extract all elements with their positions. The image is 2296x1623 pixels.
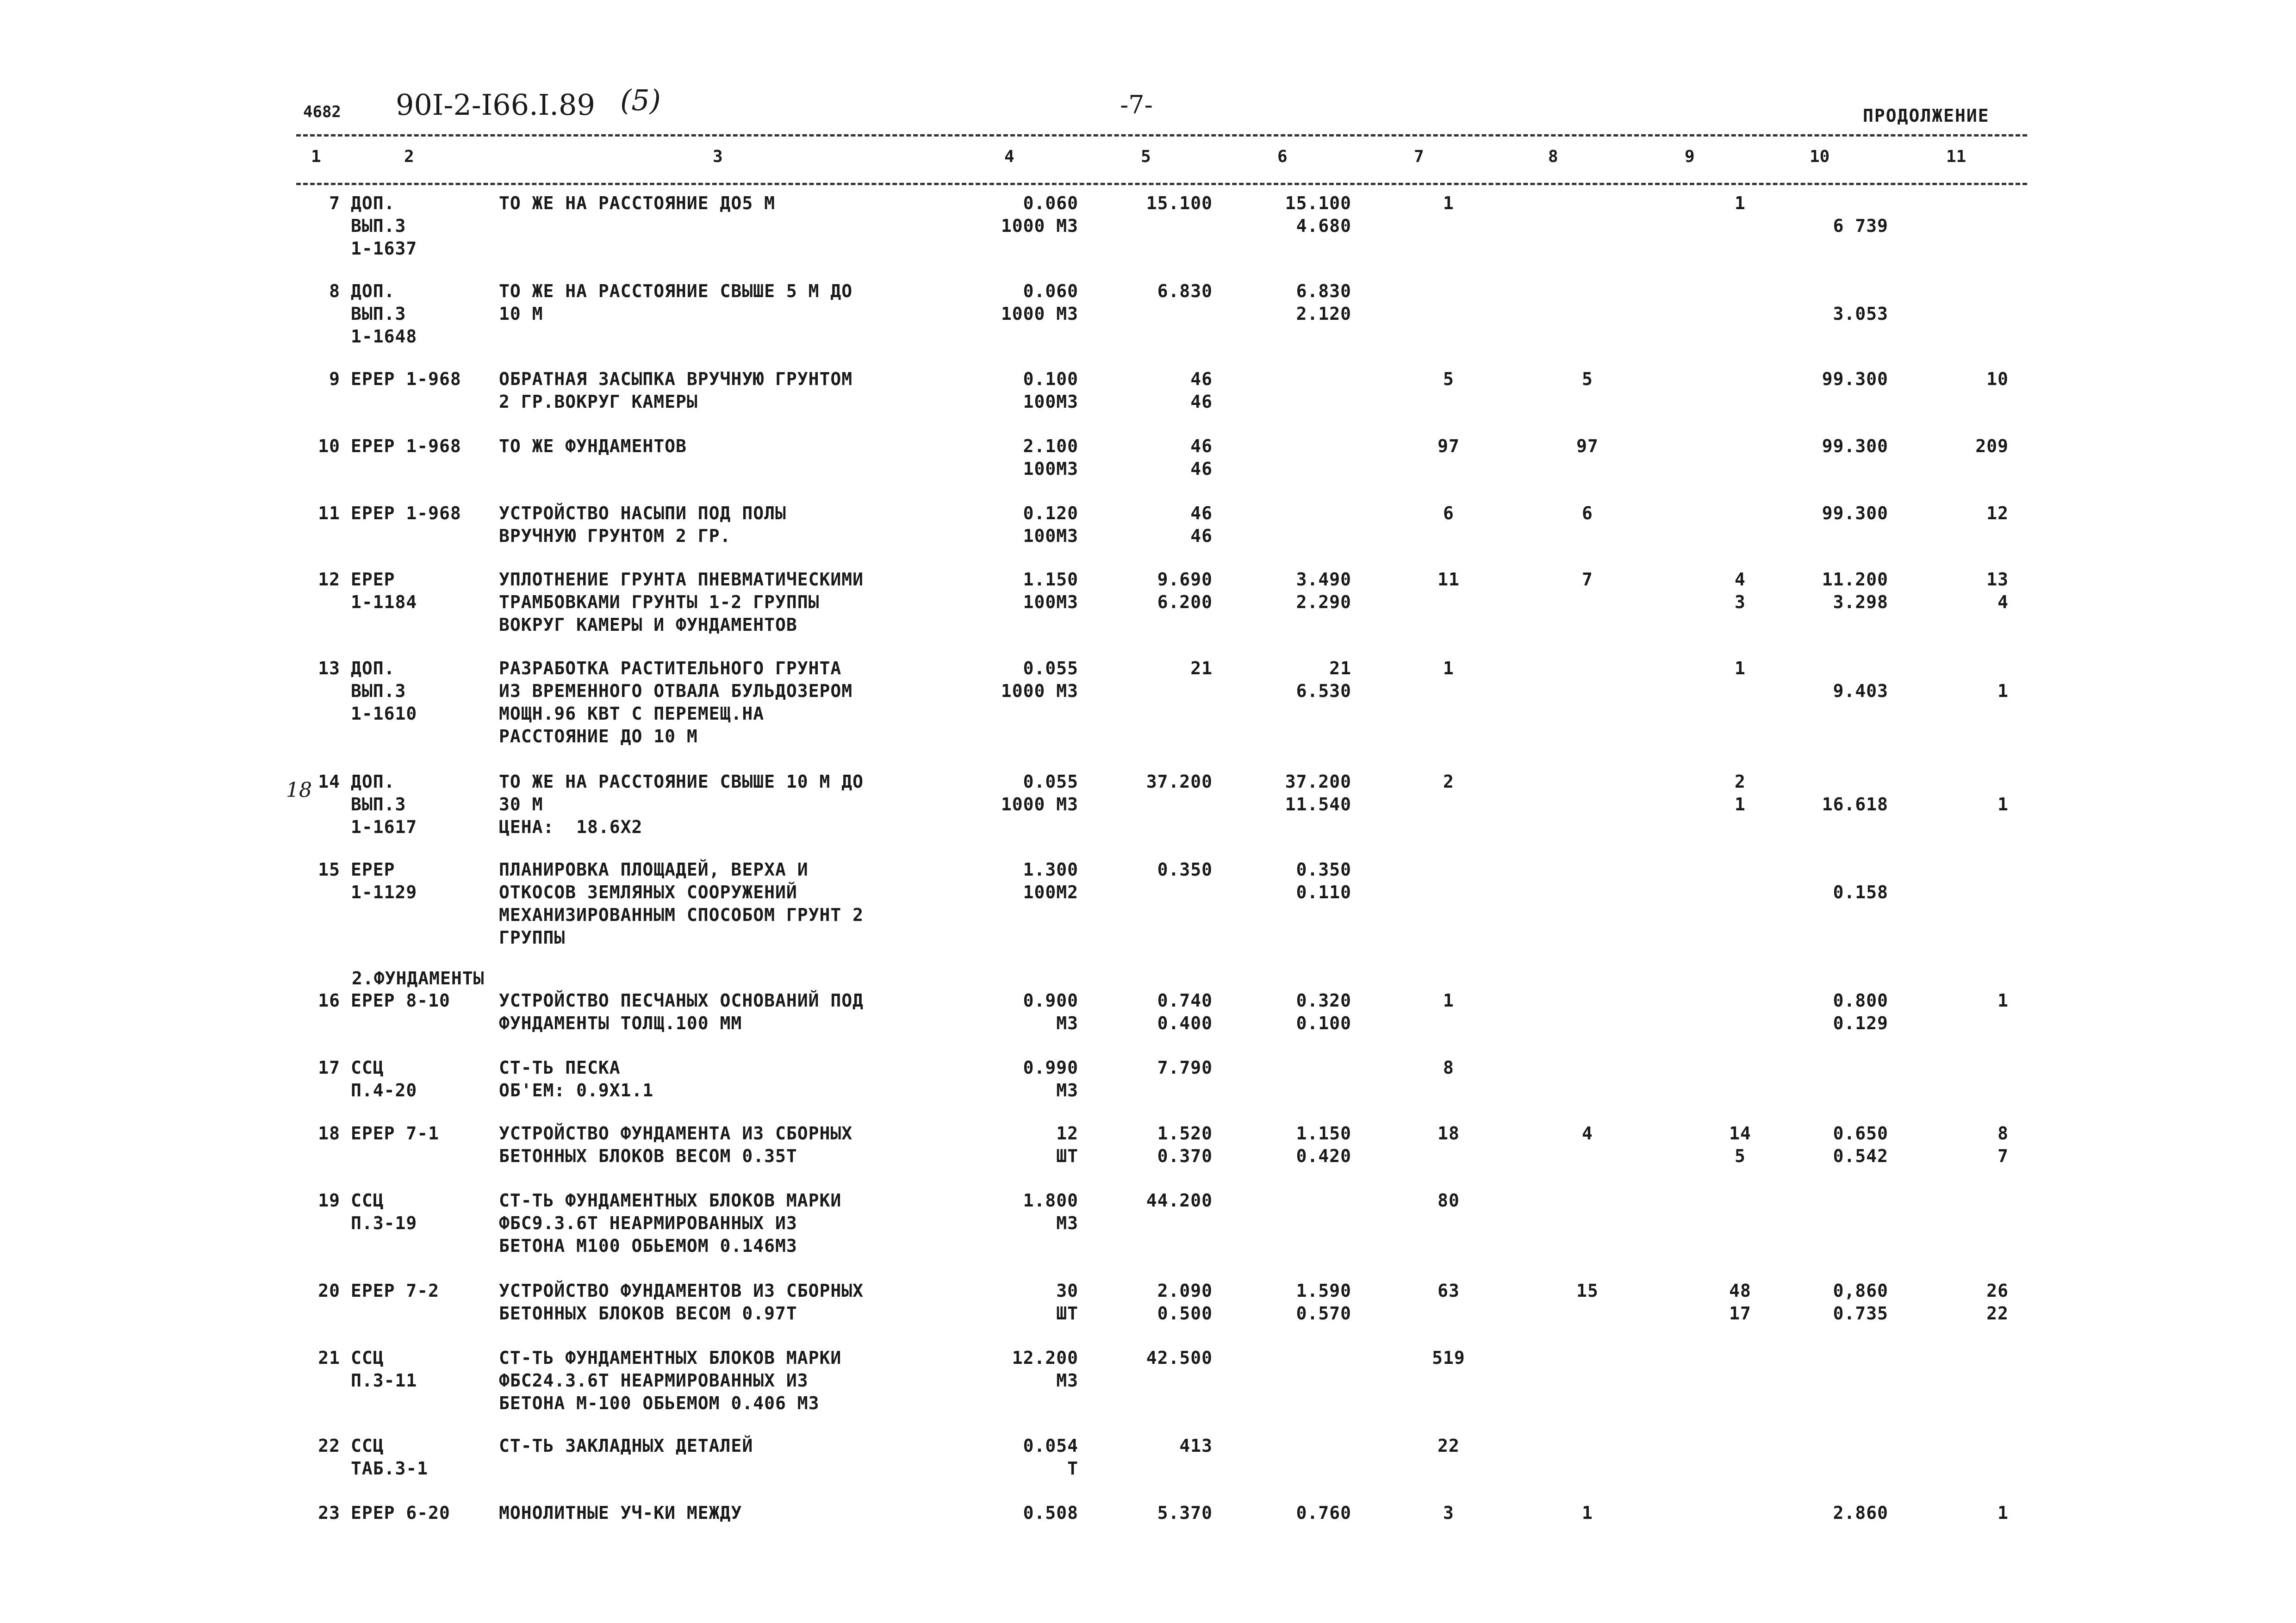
work-description: ПЛАНИРОВКА ПЛОЩАДЕЙ, ВЕРХА И ОТКОСОВ ЗЕМЛЯНЫХ СООРУЖЕНИЙ МЕХАНИЗИРОВАННЫМ СПОСОБОМ ГРУНТ 2 ГРУППЫ [499, 859, 864, 948]
column-9-value: 1 [1735, 658, 1746, 678]
row-number: 12 [318, 569, 340, 590]
price-code: ДОП. ВЫП.3 1-1617 [351, 771, 417, 837]
margin-mark: 18 [286, 778, 312, 802]
price-code: ДОП. ВЫП.3 1-1648 [351, 281, 417, 347]
quantity: 0.100 100М3 [1023, 369, 1078, 412]
price-code: ЕРЕР 1-968 [351, 436, 461, 456]
column-7-value: 63 [1437, 1281, 1460, 1301]
column-7-value: 11 [1437, 569, 1460, 590]
column-10-value: 99.300 [1822, 503, 1888, 523]
row-number: 8 [329, 281, 340, 301]
column-5-value: 37.200 [1146, 771, 1213, 792]
work-description: УПЛОТНЕНИЕ ГРУНТА ПНЕВМАТИЧЕСКИМИ ТРАМБОВКАМИ ГРУНТЫ 1-2 ГРУППЫ ВОКРУГ КАМЕРЫ И ФУНДАМЕНТОВ [499, 569, 864, 635]
column-11-value: 1 [1997, 990, 2009, 1011]
column-7-value: 519 [1432, 1348, 1465, 1368]
quantity: 1.150 100М3 [1023, 569, 1078, 612]
column-10-value: 0.800 0.129 [1833, 990, 1888, 1033]
quantity: 30 ШТ [1056, 1281, 1078, 1324]
quantity: 0.508 [1023, 1503, 1078, 1523]
column-7-value: 1 [1443, 658, 1454, 678]
column-5-value: 44.200 [1146, 1190, 1213, 1211]
column-7-value: 1 [1443, 193, 1454, 213]
price-code: ЕРЕР 1-1184 [351, 569, 417, 612]
column-6-value: 1.590 0.570 [1296, 1281, 1351, 1324]
column-number: 2 [404, 147, 414, 166]
column-5-value: 0.740 0.400 [1157, 990, 1213, 1033]
column-9-value: 2 1 [1735, 771, 1746, 815]
row-number: 19 [318, 1190, 340, 1211]
quantity: 0.900 М3 [1023, 990, 1078, 1033]
row-number: 14 [318, 771, 340, 792]
quantity: 1.800 М3 [1023, 1190, 1078, 1233]
column-5-value: 46 46 [1190, 436, 1213, 479]
column-7-value: 1 [1443, 990, 1454, 1011]
quantity: 12.200 М3 [1012, 1348, 1078, 1391]
price-code: ЕРЕР 6-20 [351, 1503, 450, 1523]
column-7-value: 6 [1443, 503, 1454, 523]
column-5-value: 42.500 [1146, 1348, 1213, 1368]
column-5-value: 46 46 [1190, 503, 1213, 546]
column-11-value: 13 4 [1986, 569, 2009, 612]
column-6-value: 0.760 [1296, 1503, 1351, 1523]
row-number: 11 [318, 503, 340, 523]
column-8-value: 6 [1582, 503, 1593, 523]
price-code: ЕРЕР 7-2 [351, 1281, 440, 1301]
column-10-value: 0.650 0.542 [1833, 1123, 1888, 1166]
document-code: 4682 [303, 103, 341, 121]
work-description: УСТРОЙСТВО НАСЫПИ ПОД ПОЛЫ ВРУЧНУЮ ГРУНТОМ 2 ГР. [499, 503, 786, 546]
price-code: ЕРЕР 1-968 [351, 503, 461, 523]
column-9-value: 1 [1735, 193, 1746, 213]
column-7-value: 18 [1437, 1123, 1460, 1144]
price-code: ДОП. ВЫП.3 1-1637 [351, 193, 417, 259]
column-10-value: 99.300 [1822, 436, 1888, 456]
work-description: СТ-ТЬ ФУНДАМЕНТНЫХ БЛОКОВ МАРКИ ФБС24.3.6Т НЕАРМИРОВАННЫХ ИЗ БЕТОНА М-100 ОБЬЕМОМ 0.406 М3 [499, 1348, 842, 1413]
column-8-value: 7 [1582, 569, 1593, 590]
column-6-value: 37.200 11.540 [1285, 771, 1351, 815]
quantity: 2.100 100М3 [1023, 436, 1078, 479]
row-number: 18 [318, 1123, 340, 1144]
column-number: 10 [1810, 147, 1830, 166]
work-description: УСТРОЙСТВО ФУНДАМЕНТА ИЗ СБОРНЫХ БЕТОННЫХ БЛОКОВ ВЕСОМ 0.35Т [499, 1123, 853, 1166]
column-8-value: 1 [1582, 1503, 1593, 1523]
column-5-value: 1.520 0.370 [1157, 1123, 1213, 1166]
column-8-value: 97 [1576, 436, 1599, 456]
section-title: 2.ФУНДАМЕНТЫ [352, 968, 485, 989]
column-number: 3 [713, 147, 723, 166]
work-description: УСТРОЙСТВО ФУНДАМЕНТОВ ИЗ СБОРНЫХ БЕТОННЫХ БЛОКОВ ВЕСОМ 0.97Т [499, 1281, 864, 1324]
row-number: 23 [318, 1503, 340, 1523]
sheet-number: (5) [620, 83, 661, 117]
column-11-value: 12 [1986, 503, 2009, 523]
column-10-value: 3.053 [1833, 304, 1888, 324]
quantity: 0.120 100М3 [1023, 503, 1078, 546]
column-numbers-row [0, 147, 2296, 170]
column-6-value: 6.830 2.120 [1296, 281, 1351, 324]
column-11-value: 26 22 [1986, 1281, 2009, 1324]
column-6-value: 3.490 2.290 [1296, 569, 1351, 612]
work-description: СТ-ТЬ ЗАКЛАДНЫХ ДЕТАЛЕЙ [499, 1436, 753, 1456]
column-7-value: 3 [1443, 1503, 1454, 1523]
column-11-value: 1 [1997, 1503, 2009, 1523]
column-5-value: 2.090 0.500 [1157, 1281, 1213, 1324]
continuation-label: ПРОДОЛЖЕНИЕ [1863, 106, 1990, 126]
quantity: 0.054 Т [1023, 1436, 1078, 1479]
column-6-value: 0.320 0.100 [1296, 990, 1351, 1033]
header-rule-top [296, 134, 2027, 137]
price-code: ЕРЕР 7-1 [351, 1123, 440, 1144]
column-7-value: 2 [1443, 771, 1454, 792]
column-5-value: 0.350 [1157, 859, 1213, 880]
column-7-value: 80 [1437, 1190, 1460, 1211]
column-7-value: 5 [1443, 369, 1454, 389]
quantity: 0.060 1000 М3 [1001, 281, 1078, 324]
price-code: ДОП. ВЫП.3 1-1610 [351, 658, 417, 724]
work-description: СТ-ТЬ ПЕСКА ОБ'ЕМ: 0.9Х1.1 [499, 1057, 654, 1101]
column-11-value: 8 7 [1997, 1123, 2009, 1166]
column-5-value: 6.830 [1157, 281, 1213, 301]
work-description: МОНОЛИТНЫЕ УЧ-КИ МЕЖДУ [499, 1503, 742, 1523]
row-number: 7 [329, 193, 340, 213]
column-10-value: 99.300 [1822, 369, 1888, 389]
quantity: 0.055 1000 М3 [1001, 658, 1078, 701]
row-number: 9 [329, 369, 340, 389]
column-number: 9 [1685, 147, 1695, 166]
column-7-value: 22 [1437, 1436, 1460, 1456]
column-number: 7 [1414, 147, 1424, 166]
work-description: ТО ЖЕ НА РАССТОЯНИЕ СВЫШЕ 5 М ДО 10 М [499, 281, 853, 324]
column-number: 5 [1141, 147, 1151, 166]
column-7-value: 8 [1443, 1057, 1454, 1078]
column-10-value: 0,860 0.735 [1833, 1281, 1888, 1324]
price-code: ЕРЕР 8-10 [351, 990, 450, 1011]
column-5-value: 15.100 [1146, 193, 1213, 213]
price-code: ССЦ П.3-11 [351, 1348, 417, 1391]
column-number: 4 [1004, 147, 1014, 166]
work-description: ТО ЖЕ НА РАССТОЯНИЕ ДО5 М [499, 193, 775, 213]
column-5-value: 413 [1179, 1436, 1213, 1456]
column-number: 1 [311, 147, 321, 166]
row-number: 10 [318, 436, 340, 456]
document-title: 90I-2-I66.I.89 [396, 88, 595, 122]
column-6-value: 15.100 4.680 [1285, 193, 1351, 236]
column-10-value: 16.618 [1822, 794, 1888, 815]
column-10-value: 0.158 [1833, 882, 1888, 902]
price-code: ССЦ ТАБ.3-1 [351, 1436, 429, 1479]
column-9-value: 48 17 [1729, 1281, 1751, 1324]
work-description: УСТРОЙСТВО ПЕСЧАНЫХ ОСНОВАНИЙ ПОД ФУНДАМЕНТЫ ТОЛЩ.100 ММ [499, 990, 864, 1033]
column-6-value: 21 6.530 [1296, 658, 1351, 701]
work-description: ОБРАТНАЯ ЗАСЫПКА ВРУЧНУЮ ГРУНТОМ 2 ГР.ВОКРУГ КАМЕРЫ [499, 369, 853, 412]
work-description: ТО ЖЕ ФУНДАМЕНТОВ [499, 436, 687, 456]
work-description: СТ-ТЬ ФУНДАМЕНТНЫХ БЛОКОВ МАРКИ ФБС9.3.6Т НЕАРМИРОВАННЫХ ИЗ БЕТОНА М100 ОБЬЕМОМ 0.146М3 [499, 1190, 842, 1256]
row-number: 20 [318, 1281, 340, 1301]
column-8-value: 5 [1582, 369, 1593, 389]
column-5-value: 21 [1190, 658, 1213, 678]
price-code: ЕРЕР 1-968 [351, 369, 461, 389]
column-5-value: 5.370 [1157, 1503, 1213, 1523]
column-11-value: 209 [1975, 436, 2009, 456]
column-11-value: 1 [1997, 681, 2009, 701]
column-number: 8 [1548, 147, 1558, 166]
row-number: 13 [318, 658, 340, 678]
header-rule-bottom [296, 183, 2027, 185]
price-code: ССЦ П.3-19 [351, 1190, 417, 1233]
row-number: 16 [318, 990, 340, 1011]
row-number: 15 [318, 859, 340, 880]
quantity: 1.300 100М2 [1023, 859, 1078, 902]
row-number: 17 [318, 1057, 340, 1078]
row-number: 21 [318, 1348, 340, 1368]
column-10-value: 11.200 3.298 [1822, 569, 1888, 612]
column-8-value: 15 [1576, 1281, 1599, 1301]
column-number: 11 [1946, 147, 1966, 166]
work-description: РАЗРАБОТКА РАСТИТЕЛЬНОГО ГРУНТА ИЗ ВРЕМЕННОГО ОТВАЛА БУЛЬДОЗЕРОМ МОЩН.96 КВТ С ПЕРЕМЕЩ.НА РАССТОЯНИЕ ДО 10 М [499, 658, 853, 746]
column-5-value: 46 46 [1190, 369, 1213, 412]
quantity: 12 ШТ [1056, 1123, 1078, 1166]
work-description: ТО ЖЕ НА РАССТОЯНИЕ СВЫШЕ 10 М ДО 30 М ЦЕНА: 18.6Х2 [499, 771, 864, 837]
column-10-value: 9.403 [1833, 681, 1888, 701]
price-code: ССЦ П.4-20 [351, 1057, 417, 1101]
column-5-value: 7.790 [1157, 1057, 1213, 1078]
quantity: 0.060 1000 М3 [1001, 193, 1078, 236]
row-number: 22 [318, 1436, 340, 1456]
quantity: 0.055 1000 М3 [1001, 771, 1078, 815]
column-8-value: 4 [1582, 1123, 1593, 1144]
quantity: 0.990 М3 [1023, 1057, 1078, 1101]
column-number: 6 [1277, 147, 1288, 166]
column-10-value: 2.860 [1833, 1503, 1888, 1523]
column-9-value: 4 3 [1735, 569, 1746, 612]
column-5-value: 9.690 6.200 [1157, 569, 1213, 612]
price-code: ЕРЕР 1-1129 [351, 859, 417, 902]
column-11-value: 1 [1997, 794, 2009, 815]
column-7-value: 97 [1437, 436, 1460, 456]
column-10-value: 6 739 [1833, 216, 1888, 236]
column-6-value: 0.350 0.110 [1296, 859, 1351, 902]
page-number: -7- [1120, 90, 1153, 119]
column-6-value: 1.150 0.420 [1296, 1123, 1351, 1166]
column-11-value: 10 [1986, 369, 2009, 389]
column-9-value: 14 5 [1729, 1123, 1751, 1166]
